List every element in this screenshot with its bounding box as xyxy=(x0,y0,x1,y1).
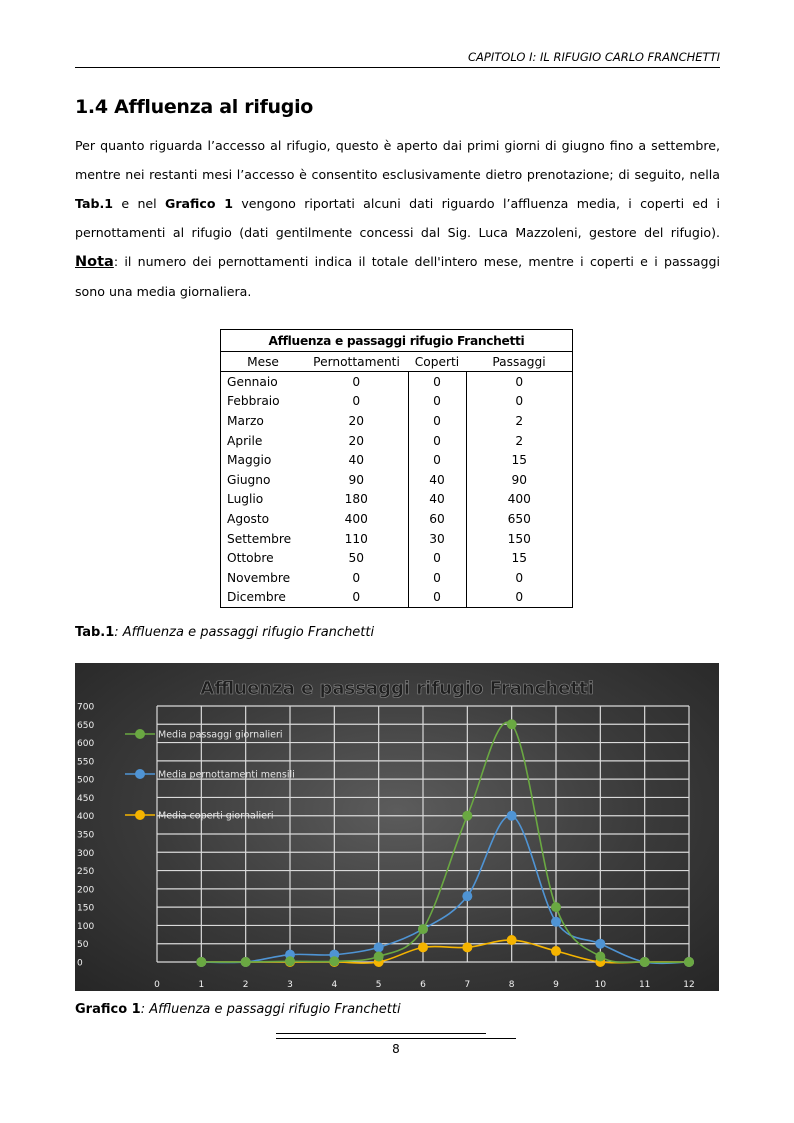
data-point xyxy=(551,946,561,956)
chart-title: Affluenza e passaggi rifugio Franchetti xyxy=(200,678,594,699)
cell-coperti: 40 xyxy=(408,470,466,490)
y-tick-label: 200 xyxy=(77,885,95,896)
cell-pernottamenti: 180 xyxy=(344,492,368,507)
cell-pernottamenti: 0 xyxy=(305,588,408,608)
chart-reference: Grafico 1 xyxy=(165,196,233,211)
cell-mese: Gennaio xyxy=(221,372,306,392)
x-tick-label: 0 xyxy=(154,980,160,990)
cell-passaggi: 0 xyxy=(466,372,573,392)
column-header-pernottamenti: Pernottamenti xyxy=(305,352,408,372)
cell-passaggi: 90 xyxy=(466,470,573,490)
data-point xyxy=(374,952,384,962)
x-tick-label: 3 xyxy=(287,980,293,990)
table-caption-text: : Affluenza e passaggi rifugio Franchetti xyxy=(114,625,375,640)
cell-coperti: 0 xyxy=(408,568,466,588)
chart-canvas xyxy=(75,663,719,991)
cell-coperti: 0 xyxy=(408,450,466,470)
cell-pernottamenti: 0 xyxy=(352,394,361,409)
data-point xyxy=(418,942,428,952)
footer-rule-lower xyxy=(276,1038,516,1039)
table-row xyxy=(221,509,573,529)
series-line xyxy=(201,722,689,962)
y-tick-label: 700 xyxy=(77,702,95,713)
cell-pernottamenti: 40 xyxy=(348,453,364,468)
affluence-table xyxy=(220,329,573,608)
cell-pernottamenti: 400 xyxy=(344,511,368,526)
table-row xyxy=(221,548,573,568)
cell-mese: Dicembre xyxy=(221,588,306,608)
cell-coperti: 0 xyxy=(408,548,466,568)
data-point xyxy=(551,902,561,912)
y-tick-label: 450 xyxy=(77,793,95,804)
cell-mese: Aprile xyxy=(221,431,306,451)
y-tick-label: 50 xyxy=(77,940,89,951)
cell-pernottamenti: 90 xyxy=(348,472,364,487)
data-point xyxy=(285,956,295,966)
cell-coperti: 30 xyxy=(408,529,466,549)
chart-caption-text: : Affluenza e passaggi rifugio Franchetti xyxy=(140,1002,401,1017)
cell-mese: Luglio xyxy=(221,490,306,510)
y-tick-label: 400 xyxy=(77,812,95,823)
table-row xyxy=(221,450,573,470)
data-point xyxy=(241,957,251,967)
x-tick-label: 12 xyxy=(683,980,695,990)
chart-caption xyxy=(75,1002,401,1017)
cell-passaggi: 400 xyxy=(466,490,573,510)
data-point xyxy=(595,939,605,949)
cell-pernottamenti: 0 xyxy=(352,570,361,585)
legend-label: Media passaggi giornalieri xyxy=(158,729,283,741)
cell-coperti: 0 xyxy=(408,431,466,451)
table-row xyxy=(221,529,573,549)
data-point xyxy=(196,957,206,967)
cell-passaggi: 2 xyxy=(466,411,573,431)
line-chart xyxy=(75,663,719,991)
header-rule xyxy=(75,67,720,68)
data-point xyxy=(507,719,517,729)
table-reference: Tab.1 xyxy=(75,196,114,211)
x-tick-label: 10 xyxy=(594,980,607,990)
cell-passaggi: 0 xyxy=(466,392,573,412)
cell-mese: Ottobre xyxy=(221,548,306,568)
column-header-coperti: Coperti xyxy=(408,352,466,372)
paragraph-text: e nel xyxy=(113,196,165,211)
table-row xyxy=(221,568,573,588)
legend-label: Media pernottamenti mensili xyxy=(158,769,295,781)
note-label: Nota xyxy=(75,254,114,270)
body-paragraph xyxy=(75,131,720,306)
cell-passaggi: 0 xyxy=(466,588,573,608)
x-tick-label: 5 xyxy=(375,980,382,990)
x-tick-label: 7 xyxy=(464,980,471,990)
footer-rule xyxy=(276,1033,486,1034)
y-tick-label: 100 xyxy=(77,921,95,932)
table-row xyxy=(221,470,573,490)
data-point xyxy=(551,917,561,927)
cell-coperti: 0 xyxy=(408,411,466,431)
data-point xyxy=(462,942,472,952)
data-point xyxy=(640,957,650,967)
data-point xyxy=(507,935,517,945)
data-point xyxy=(507,811,517,821)
cell-passaggi: 15 xyxy=(466,548,573,568)
cell-mese: Maggio xyxy=(221,450,306,470)
y-tick-label: 0 xyxy=(77,958,83,969)
data-point xyxy=(374,942,384,952)
x-tick-label: 2 xyxy=(242,980,249,990)
legend-label: Media coperti giornalieri xyxy=(158,810,274,822)
table-row xyxy=(221,372,573,392)
cell-passaggi: 0 xyxy=(466,568,573,588)
cell-passaggi: 2 xyxy=(466,431,573,451)
column-header-passaggi: Passaggi xyxy=(466,352,573,372)
cell-coperti: 0 xyxy=(408,392,466,412)
y-tick-label: 300 xyxy=(77,848,95,859)
y-tick-label: 150 xyxy=(77,903,95,914)
x-tick-label: 6 xyxy=(420,980,426,990)
table-caption xyxy=(75,625,374,640)
x-tick-label: 11 xyxy=(638,980,651,990)
cell-mese: Marzo xyxy=(221,411,306,431)
data-point xyxy=(418,924,428,934)
cell-mese: Agosto xyxy=(221,509,306,529)
legend-marker xyxy=(135,729,145,739)
section-title: 1.4 Affluenza al rifugio xyxy=(75,96,314,118)
cell-pernottamenti: 20 xyxy=(348,413,364,428)
running-head: CAPITOLO I: IL RIFUGIO CARLO FRANCHETTI xyxy=(468,50,720,64)
cell-pernottamenti: 110 xyxy=(344,531,368,546)
table-row xyxy=(221,392,573,412)
y-tick-label: 500 xyxy=(77,775,95,786)
table-row xyxy=(221,588,573,608)
data-point xyxy=(462,811,472,821)
cell-mese: Giugno xyxy=(221,470,306,490)
data-point xyxy=(595,952,605,962)
chart-caption-label: Grafico 1 xyxy=(75,1002,141,1017)
y-tick-label: 350 xyxy=(77,830,95,841)
paragraph-text: vengono riportati alcuni dati riguardo l’affluenza media, i coperti ed i pernottamenti al rifugio (dati gentilmente concessi dal Sig. Luca Mazzoleni, gestore del rifugio). xyxy=(75,196,720,240)
table-caption-label: Tab.1 xyxy=(75,625,115,640)
y-tick-label: 550 xyxy=(77,757,95,768)
cell-coperti: 40 xyxy=(408,490,466,510)
y-tick-label: 250 xyxy=(77,867,95,878)
legend-marker xyxy=(135,810,145,820)
cell-mese: Febbraio xyxy=(221,392,306,412)
data-point xyxy=(684,957,694,967)
paragraph-text: : il numero dei pernottamenti indica il totale dell'intero mese, mentre i coperti e i passaggi sono una media giornaliera. xyxy=(75,254,720,299)
column-header-mese: Mese xyxy=(221,352,306,372)
cell-pernottamenti: 0 xyxy=(352,374,361,389)
paragraph-text: Per quanto riguarda l’accesso al rifugio, questo è aperto dai primi giorni di giugno fino a settembre, mentre nei restanti mesi l’accesso è consentito esclusivamente dietro prenotazione; di seguito, nella xyxy=(75,138,720,182)
table-title: Affluenza e passaggi rifugio Franchetti xyxy=(221,330,573,352)
data-point xyxy=(462,891,472,901)
cell-coperti: 0 xyxy=(408,372,466,392)
cell-coperti: 0 xyxy=(408,588,466,608)
cell-pernottamenti: 20 xyxy=(348,433,364,448)
table-body xyxy=(221,372,573,608)
legend-marker xyxy=(135,769,145,779)
y-tick-label: 650 xyxy=(77,720,95,731)
cell-passaggi: 150 xyxy=(466,529,573,549)
cell-mese: Settembre xyxy=(221,529,306,549)
y-tick-label: 600 xyxy=(77,739,95,750)
x-tick-label: 9 xyxy=(553,980,559,990)
cell-mese: Novembre xyxy=(221,568,306,588)
x-tick-label: 8 xyxy=(508,980,515,990)
x-tick-label: 4 xyxy=(331,980,338,990)
cell-passaggi: 15 xyxy=(466,450,573,470)
x-tick-label: 1 xyxy=(198,980,205,990)
table-row xyxy=(221,431,573,451)
cell-pernottamenti: 50 xyxy=(348,551,364,566)
cell-coperti: 60 xyxy=(408,509,466,529)
data-point xyxy=(329,956,339,966)
table-row xyxy=(221,411,573,431)
table-row xyxy=(221,490,573,510)
page-number: 8 xyxy=(392,1042,400,1056)
cell-passaggi: 650 xyxy=(466,509,573,529)
